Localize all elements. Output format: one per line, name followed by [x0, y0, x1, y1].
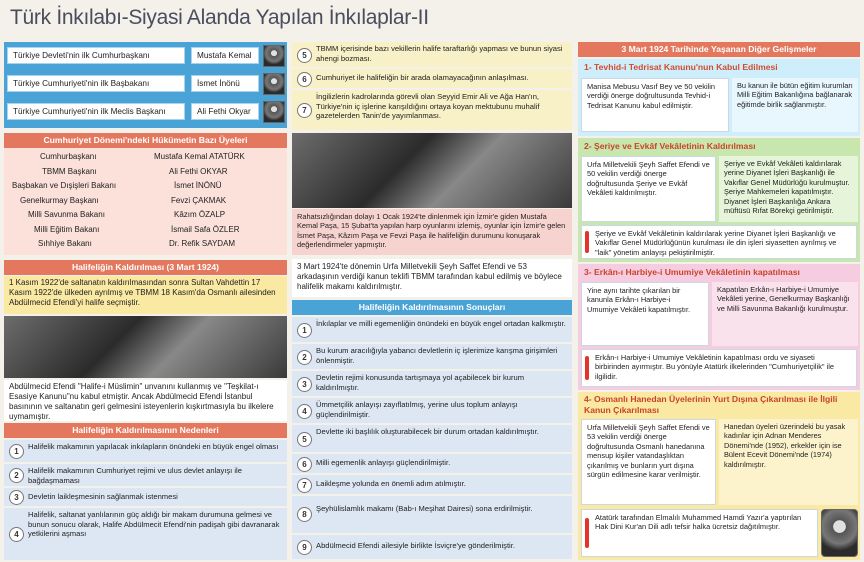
result-item — [292, 398, 572, 423]
number-badge: 6 — [297, 457, 312, 472]
portrait-image — [263, 101, 285, 123]
member-name: Dr. Refik SAYDAM — [169, 239, 236, 248]
right-header: 3 Mart 1924 Tarihinde Yaşanan Diğer Gelişmeler — [578, 42, 860, 57]
role: Milli Savunma Bakanı — [28, 210, 105, 219]
result-item — [292, 454, 572, 473]
caliphate-intro: 1 Kasım 1922'de saltanatın kaldırılmasından sonra Sultan Vahdettin 17 Kasım 1922'de ülkeden ayrılmış ve TBMM 18 Kasım'da Osmanlı ailesinden Abdülmecid Efendi'yi halife seçmiştir. — [4, 276, 287, 314]
reason-text: TBMM içerisinde bazı vekillerin halife taraftarlığı yapması ve bunun siyasi ahengi bozması. — [316, 44, 563, 63]
role: Sıhhiye Bakanı — [38, 239, 92, 248]
section-note — [581, 509, 818, 557]
result-text: Laikleşme yolunda en önemli adım atılmıştır. — [316, 479, 466, 488]
section-header: 2- Şeriye ve Evkâf Vekâletinin Kaldırılması — [578, 138, 860, 154]
section-left-text: Urfa Milletvekili Şeyh Saffet Efendi ve 53 vekilin verdiği önerge doğrultusunda Osmanlı hanedanına mensup kişiler vatandaşlıktan çıkarılmış ve bunların yurt dışına sürgün edilmesine karar verilmiştir. — [581, 419, 716, 505]
result-text: Milli egemenlik anlayışı güçlendirilmiştir. — [316, 458, 451, 467]
reason-item — [4, 464, 287, 486]
result-item — [292, 344, 572, 369]
section-header: 4- Osmanlı Hanedan Üyelerinin Yurt Dışına Çıkarılması ile İlgili Kanun Çıkarılması — [578, 392, 860, 418]
government-row — [4, 179, 287, 194]
government-row — [4, 208, 287, 223]
number-badge: 4 — [9, 527, 24, 542]
portrait-image — [263, 45, 285, 67]
result-text: Şeyhülislamlık makamı (Bab-ı Meşihat Dairesi) sona erdirilmiştir. — [316, 504, 533, 513]
section-left-text: Manisa Mebusu Vasıf Bey ve 50 vekilin verdiği önerge doğrultusunda Tevhid-i Tedrisat Kanunu kabul edilmiştir. — [581, 78, 729, 132]
member-name: Kâzım ÖZALP — [174, 210, 226, 219]
result-text: Bu kurum aracılığıyla yabancı devletlerin iç işlerimize karışma girişimleri önlenmiştir. — [316, 346, 558, 365]
reason-text: Halifelik makamının Cumhuriyet rejimi ve ulus devlet anlayışı ile bağdaşmaması — [28, 466, 242, 485]
member-name: İsmail Safa ÖZLER — [171, 224, 240, 234]
result-item — [292, 317, 572, 342]
role: Cumhurbaşkanı — [40, 152, 97, 161]
reason-item — [292, 42, 572, 67]
section-left-text: Yine aynı tarihte çıkarılan bir kanunla Erkân-ı Harbiye-i Umumiye Vekâleti kapatılmıştır. — [581, 282, 709, 346]
section-left-text: Urfa Milletvekili Şeyh Saffet Efendi ve 50 vekilin verdiği önerge doğrultusunda Şeriye ve Evkâf Vekâleti kaldırılmıştır. — [581, 156, 716, 222]
role: Milli Eğitim Bakanı — [34, 224, 100, 234]
section-right-text: Şeriye ve Evkâf Vekâleti kaldırılarak yerine Diyanet İşleri Başkanlığı ile Vakıflar Genel Müdürlüğü kurulmuştur. Şeriye Mahkemeleri kapatılmıştır. Diyanet İşleri Başkanlığa Ankara müftüsü Rıfat Börekçi getirilmiştir. — [719, 156, 858, 222]
section-header: 1- Tevhid-i Tedrisat Kanunu'nun Kabul Edilmesi — [578, 59, 860, 75]
president-label: Türkiye Cumhuriyeti'nin ilk Meclis Başkanı — [7, 103, 185, 120]
result-text: Abdülmecid Efendi ailesiyle birlikte İsviçre'ye gönderilmiştir. — [316, 541, 515, 550]
reason-text: Halifelik, saltanat yanlılarının güç aldığı bir makam durumuna gelmesi ve bunun sonucu olarak, Halife Abdülmecit Efendi'nin padişah gibi davranarak yetkilerini aşması — [28, 510, 280, 539]
result-item — [292, 425, 572, 452]
reason-text: İngilizlerin kadrolarında görevli olan Seyyid Emir Ali ve Ağa Han'ın, Türkiye'nin iç işlerine karışıldığını ortaya koyan mektubunu muhalif gazetelerden Tanin'de yayımlanması. — [316, 92, 540, 121]
exclamation-icon — [585, 231, 589, 253]
result-item — [292, 475, 572, 494]
number-badge: 7 — [297, 478, 312, 493]
result-item — [292, 535, 572, 559]
reason-item — [4, 488, 287, 506]
section-2 — [578, 138, 860, 262]
caliphate-header: Halifeliğin Kaldırılması (3 Mart 1924) — [4, 260, 287, 275]
number-badge: 2 — [9, 468, 24, 483]
number-badge: 8 — [297, 507, 312, 522]
result-text: Ümmetçilik anlayışı zayıflatılmış, yerine ulus toplum anlayışı güçlendirilmiştir. — [316, 400, 518, 419]
government-row — [4, 165, 287, 180]
government-table — [4, 148, 287, 255]
number-badge: 5 — [297, 432, 312, 447]
march3-text: 3 Mart 1924'te dönemin Urfa Milletvekili Şeyh Saffet Efendi ve 53 arkadaşının verdiği kanun teklifi TBMM tarafından kabul edilmiş ve böylece halifelik makamı kaldırılmıştır. — [292, 259, 572, 297]
section-1 — [578, 59, 860, 136]
role: Başbakan ve Dışişleri Bakanı — [12, 181, 117, 190]
government-row — [4, 223, 287, 238]
number-badge: 5 — [297, 48, 312, 63]
number-badge: 1 — [297, 323, 312, 338]
number-badge: 6 — [297, 72, 312, 87]
government-row — [4, 194, 287, 209]
number-badge: 4 — [297, 404, 312, 419]
portrait-image — [821, 509, 858, 557]
president-name: Ali Fethi Okyar — [191, 103, 259, 120]
result-text: İnkılaplar ve milli egemenliğin önündeki en büyük engel ortadan kalkmıştır. — [316, 319, 566, 328]
number-badge: 2 — [297, 350, 312, 365]
result-text: Devletin rejimi konusunda tartışmaya yol açabilecek bir kurum kaldırılmıştır. — [316, 373, 525, 392]
presidents-panel — [4, 42, 287, 128]
member-name: İsmet İNÖNÜ — [174, 181, 222, 190]
exclamation-icon — [585, 518, 589, 548]
government-row — [4, 150, 287, 165]
government-row — [4, 237, 287, 252]
role: TBMM Başkanı — [42, 166, 97, 176]
government-header: Cumhuriyet Dönemi'ndeki Hükümetin Bazı Üyeleri — [4, 133, 287, 148]
number-badge: 3 — [9, 490, 24, 505]
reason-item — [4, 508, 287, 560]
section-4 — [578, 392, 860, 560]
section-right-text: Kapatılan Erkân-ı Harbiye-i Umumiye Vekâleti yerine, Genelkurmay Başkanlığı ve Milli Savunma Bakanlığı kurulmuştur. — [712, 282, 858, 346]
caliphate-photo-text: Abdülmecid Efendi "Halife-i Müslimin" unvanını kullanmış ve "Teşkilat-ı Esasiye Kanunu"nu kabul etmiştir. Ancak Abdülmecid Efendi İstanbul basınının ve saltanatın geri gelmesini isteyenlerin kışkırtmasıyla bu ilkelere uymamıştır. — [4, 380, 287, 421]
historical-photo — [292, 133, 572, 208]
number-badge: 7 — [297, 103, 312, 118]
reason-text: Halifelik makamının yapılacak inkılapların önündeki en büyük engel olması — [28, 442, 279, 451]
page-title: Türk İnkılabı-Siyasi Alanda Yapılan İnkılaplar-II — [10, 6, 429, 29]
result-text: Devlette iki başlılık oluşturabilecek bir durum ortadan kaldırılmıştır. — [316, 427, 539, 436]
member-name: Mustafa Kemal ATATÜRK — [154, 152, 245, 161]
reasons-header: Halifeliğin Kaldırılmasının Nedenleri — [4, 423, 287, 438]
note-text: Erkân-ı Harbiye-i Umumiye Vekâletinin kapatılması ordu ve siyaseti birbirinden ayırmıştır. Bu yönüyle Atatürk ilkelerinden "Cumhuriyetçilik" ile ilgilidir. — [595, 353, 834, 381]
number-badge: 3 — [297, 377, 312, 392]
member-name: Ali Fethi OKYAR — [169, 166, 228, 176]
member-name: Fevzi ÇAKMAK — [171, 195, 227, 205]
portrait-image — [263, 73, 285, 95]
president-label: Türkiye Devleti'nin ilk Cumhurbaşkanı — [7, 47, 185, 64]
reason-text: Cumhuriyet ile halifeliğin bir arada olamayacağının anlaşılması. — [316, 73, 529, 82]
note-text: Atatürk tarafından Elmalılı Muhammed Hamdi Yazır'a yaptırılan Hak Dini Kur'an Dili adlı tefsir halka ücretsiz dağıtılmıştır. — [595, 513, 802, 532]
note-text: Şeriye ve Evkâf Vekâletinin kaldırılarak yerine Diyanet İşleri Başkanlığı ve Vakıflar Genel Müdürlüğünün kurulması ile din işleri siyasetten ayrılmış ve "laik" yönetim anlayışı pekiştirilmiştir. — [595, 229, 837, 257]
photo-caption: Rahatsızlığından dolayı 1 Ocak 1924'te dinlenmek için İzmir'e giden Mustafa Kemal Paşa, 15 Şubat'ta yapılan harp oyunlarını izlemiş, oyunlar için İzmir'e gelen İsmet Paşa, Kâzım Paşa ve Fevzi Paşa ile halifeliğin durumunu konuşarak değerlendirmeler yapmıştır. — [292, 209, 572, 255]
exclamation-icon — [585, 356, 589, 380]
section-right-text: Bu kanun ile bütün eğitim kurumları Milli Eğitim Bakanlığına bağlanarak eğitimde birlik sağlanmıştır. — [732, 78, 858, 132]
results-header: Halifeliğin Kaldırılmasının Sonuçları — [292, 300, 572, 315]
president-label: Türkiye Cumhuriyeti'nin ilk Başbakanı — [7, 75, 185, 92]
result-item — [292, 371, 572, 396]
section-right-text: Hanedan üyeleri üzerindeki bu yasak kadınlar için Adnan Menderes Dönemi'nde (1952), erkekler için ise Bülent Ecevit Dönemi'nde (1974) kaldırılmıştır. — [719, 419, 858, 505]
reason-text: Devletin laikleşmesinin sağlanmak istenmesi — [28, 492, 178, 501]
section-header: 3- Erkân-ı Harbiye-i Umumiye Vekâletinin kapatılması — [578, 264, 860, 280]
president-name: Mustafa Kemal — [191, 47, 259, 64]
role: Genelkurmay Başkanı — [20, 195, 99, 205]
historical-photo — [4, 316, 287, 378]
section-3 — [578, 264, 860, 390]
reason-item — [4, 440, 287, 462]
reason-item — [292, 69, 572, 88]
number-badge: 1 — [9, 444, 24, 459]
number-badge: 9 — [297, 540, 312, 555]
reason-item — [292, 90, 572, 130]
president-name: İsmet İnönü — [191, 75, 259, 92]
section-note — [581, 225, 857, 259]
section-note — [581, 349, 857, 387]
result-item — [292, 496, 572, 533]
